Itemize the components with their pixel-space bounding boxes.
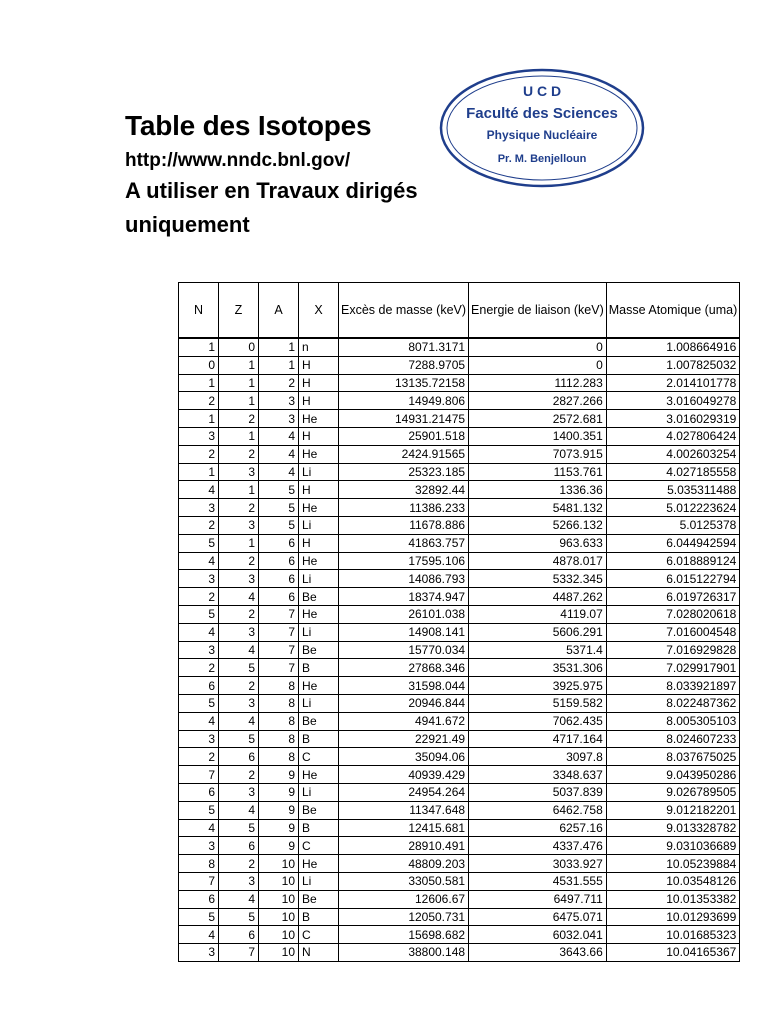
- cell-mass-excess: 15770.034: [339, 641, 469, 659]
- cell-a: 10: [259, 926, 299, 944]
- cell-a: 4: [259, 463, 299, 481]
- cell-x: Be: [299, 641, 339, 659]
- table-row: [179, 712, 740, 730]
- cell-n: 4: [179, 623, 219, 641]
- cell-atomic-mass: 10.01293699: [606, 908, 740, 926]
- cell-z: 1: [219, 356, 259, 374]
- cell-a: 8: [259, 730, 299, 748]
- cell-atomic-mass: 8.024607233: [606, 730, 740, 748]
- cell-atomic-mass: 6.015122794: [606, 570, 740, 588]
- cell-z: 4: [219, 801, 259, 819]
- table-row: [179, 623, 740, 641]
- table-row: [179, 463, 740, 481]
- cell-atomic-mass: 2.014101778: [606, 374, 740, 392]
- cell-z: 1: [219, 427, 259, 445]
- cell-x: B: [299, 908, 339, 926]
- seal-text-faculty: Faculté des Sciences: [466, 105, 618, 122]
- cell-binding-energy: 2827.266: [469, 392, 607, 410]
- cell-x: He: [299, 445, 339, 463]
- cell-mass-excess: 15698.682: [339, 926, 469, 944]
- cell-x: H: [299, 374, 339, 392]
- table-row: [179, 908, 740, 926]
- cell-a: 9: [259, 801, 299, 819]
- source-url: http://www.nndc.bnl.gov/: [125, 150, 351, 171]
- cell-mass-excess: 22921.49: [339, 730, 469, 748]
- cell-mass-excess: 25323.185: [339, 463, 469, 481]
- cell-mass-excess: 7288.9705: [339, 356, 469, 374]
- cell-n: 3: [179, 427, 219, 445]
- cell-x: He: [299, 499, 339, 517]
- cell-x: B: [299, 659, 339, 677]
- column-header-mass-excess: Excès de masse (keV): [339, 283, 469, 339]
- isotope-table: [178, 282, 740, 962]
- cell-binding-energy: 4487.262: [469, 588, 607, 606]
- cell-atomic-mass: 9.031036689: [606, 837, 740, 855]
- ucd-seal-logo: [438, 66, 646, 190]
- table-row: [179, 427, 740, 445]
- cell-n: 5: [179, 534, 219, 552]
- cell-z: 3: [219, 783, 259, 801]
- cell-mass-excess: 11347.648: [339, 801, 469, 819]
- cell-binding-energy: 4878.017: [469, 552, 607, 570]
- cell-atomic-mass: 10.01685323: [606, 926, 740, 944]
- cell-binding-energy: 4119.07: [469, 605, 607, 623]
- cell-a: 6: [259, 570, 299, 588]
- table-row: [179, 944, 740, 962]
- cell-n: 4: [179, 926, 219, 944]
- column-header-atomic-mass: Masse Atomique (uma): [606, 283, 740, 339]
- cell-atomic-mass: 8.033921897: [606, 677, 740, 695]
- cell-atomic-mass: 4.002603254: [606, 445, 740, 463]
- cell-n: 3: [179, 641, 219, 659]
- cell-mass-excess: 40939.429: [339, 766, 469, 784]
- cell-mass-excess: 38800.148: [339, 944, 469, 962]
- cell-a: 5: [259, 499, 299, 517]
- cell-mass-excess: 20946.844: [339, 694, 469, 712]
- cell-mass-excess: 12415.681: [339, 819, 469, 837]
- cell-a: 7: [259, 659, 299, 677]
- cell-mass-excess: 25901.518: [339, 427, 469, 445]
- cell-binding-energy: 3348.637: [469, 766, 607, 784]
- table-row: [179, 926, 740, 944]
- cell-binding-energy: 0: [469, 338, 607, 356]
- cell-binding-energy: 6497.711: [469, 890, 607, 908]
- table-row: [179, 801, 740, 819]
- cell-mass-excess: 11678.886: [339, 516, 469, 534]
- cell-a: 10: [259, 890, 299, 908]
- cell-z: 2: [219, 499, 259, 517]
- cell-a: 9: [259, 783, 299, 801]
- table-row: [179, 570, 740, 588]
- cell-atomic-mass: 7.016004548: [606, 623, 740, 641]
- cell-a: 9: [259, 766, 299, 784]
- cell-atomic-mass: 4.027806424: [606, 427, 740, 445]
- cell-atomic-mass: 8.005305103: [606, 712, 740, 730]
- cell-atomic-mass: 9.026789505: [606, 783, 740, 801]
- cell-z: 2: [219, 677, 259, 695]
- cell-mass-excess: 4941.672: [339, 712, 469, 730]
- cell-a: 3: [259, 392, 299, 410]
- cell-n: 3: [179, 837, 219, 855]
- cell-mass-excess: 12606.67: [339, 890, 469, 908]
- cell-a: 7: [259, 605, 299, 623]
- table-row: [179, 748, 740, 766]
- cell-mass-excess: 24954.264: [339, 783, 469, 801]
- cell-n: 1: [179, 463, 219, 481]
- cell-n: 2: [179, 516, 219, 534]
- table-row: [179, 855, 740, 873]
- cell-a: 8: [259, 748, 299, 766]
- page-title: Table des Isotopes: [125, 110, 372, 141]
- table-row: [179, 356, 740, 374]
- cell-mass-excess: 14908.141: [339, 623, 469, 641]
- cell-n: 5: [179, 908, 219, 926]
- cell-atomic-mass: 1.007825032: [606, 356, 740, 374]
- cell-z: 4: [219, 890, 259, 908]
- cell-z: 3: [219, 623, 259, 641]
- cell-mass-excess: 31598.044: [339, 677, 469, 695]
- cell-binding-energy: 1336.36: [469, 481, 607, 499]
- cell-mass-excess: 11386.233: [339, 499, 469, 517]
- cell-n: 3: [179, 944, 219, 962]
- cell-atomic-mass: 3.016029319: [606, 410, 740, 428]
- cell-x: Li: [299, 623, 339, 641]
- cell-a: 5: [259, 516, 299, 534]
- seal-text-department: Physique Nucléaire: [486, 128, 598, 142]
- cell-binding-energy: 5037.839: [469, 783, 607, 801]
- cell-mass-excess: 14086.793: [339, 570, 469, 588]
- cell-binding-energy: 4337.476: [469, 837, 607, 855]
- cell-n: 5: [179, 801, 219, 819]
- cell-a: 9: [259, 819, 299, 837]
- cell-mass-excess: 48809.203: [339, 855, 469, 873]
- cell-z: 1: [219, 534, 259, 552]
- cell-atomic-mass: 10.01353382: [606, 890, 740, 908]
- cell-x: He: [299, 410, 339, 428]
- table-header-row: [179, 283, 740, 339]
- table-row: [179, 659, 740, 677]
- cell-z: 4: [219, 712, 259, 730]
- cell-z: 5: [219, 819, 259, 837]
- column-header-binding-energy: Energie de liaison (keV): [469, 283, 607, 339]
- cell-atomic-mass: 9.012182201: [606, 801, 740, 819]
- cell-mass-excess: 2424.91565: [339, 445, 469, 463]
- table-row: [179, 819, 740, 837]
- cell-n: 5: [179, 605, 219, 623]
- cell-x: He: [299, 855, 339, 873]
- cell-a: 10: [259, 944, 299, 962]
- usage-note: A utiliser en Travaux dirigés uniquement: [125, 178, 418, 237]
- table-row: [179, 499, 740, 517]
- cell-x: Li: [299, 516, 339, 534]
- cell-atomic-mass: 10.03548126: [606, 872, 740, 890]
- table-row: [179, 783, 740, 801]
- cell-n: 7: [179, 872, 219, 890]
- cell-atomic-mass: 10.04165367: [606, 944, 740, 962]
- cell-a: 10: [259, 908, 299, 926]
- table-row: [179, 516, 740, 534]
- cell-binding-energy: 6257.16: [469, 819, 607, 837]
- column-header-x: X: [299, 283, 339, 339]
- cell-n: 1: [179, 410, 219, 428]
- cell-binding-energy: 1400.351: [469, 427, 607, 445]
- cell-z: 3: [219, 872, 259, 890]
- table-row: [179, 410, 740, 428]
- cell-x: He: [299, 766, 339, 784]
- cell-n: 6: [179, 890, 219, 908]
- cell-x: Li: [299, 694, 339, 712]
- cell-a: 1: [259, 356, 299, 374]
- cell-x: Li: [299, 872, 339, 890]
- cell-z: 3: [219, 570, 259, 588]
- seal-text-ucd: U C D: [522, 83, 562, 99]
- cell-atomic-mass: 1.008664916: [606, 338, 740, 356]
- cell-x: Li: [299, 783, 339, 801]
- cell-z: 1: [219, 374, 259, 392]
- cell-mass-excess: 41863.757: [339, 534, 469, 552]
- cell-x: He: [299, 677, 339, 695]
- cell-x: H: [299, 427, 339, 445]
- cell-mass-excess: 14931.21475: [339, 410, 469, 428]
- cell-a: 1: [259, 338, 299, 356]
- cell-atomic-mass: 9.043950286: [606, 766, 740, 784]
- cell-z: 2: [219, 855, 259, 873]
- column-header-z: Z: [219, 283, 259, 339]
- cell-n: 2: [179, 659, 219, 677]
- cell-z: 1: [219, 392, 259, 410]
- table-row: [179, 481, 740, 499]
- cell-x: Li: [299, 570, 339, 588]
- cell-a: 7: [259, 623, 299, 641]
- cell-mass-excess: 27868.346: [339, 659, 469, 677]
- cell-n: 1: [179, 338, 219, 356]
- cell-a: 9: [259, 837, 299, 855]
- cell-binding-energy: 3097.8: [469, 748, 607, 766]
- cell-a: 6: [259, 534, 299, 552]
- cell-z: 0: [219, 338, 259, 356]
- cell-a: 10: [259, 855, 299, 873]
- cell-a: 3: [259, 410, 299, 428]
- cell-z: 2: [219, 605, 259, 623]
- cell-n: 2: [179, 748, 219, 766]
- cell-a: 8: [259, 694, 299, 712]
- table-row: [179, 677, 740, 695]
- cell-atomic-mass: 5.012223624: [606, 499, 740, 517]
- cell-z: 3: [219, 694, 259, 712]
- cell-atomic-mass: 5.035311488: [606, 481, 740, 499]
- cell-binding-energy: 5371.4: [469, 641, 607, 659]
- cell-n: 2: [179, 588, 219, 606]
- cell-binding-energy: 6475.071: [469, 908, 607, 926]
- cell-mass-excess: 32892.44: [339, 481, 469, 499]
- cell-n: 4: [179, 552, 219, 570]
- cell-binding-energy: 7073.915: [469, 445, 607, 463]
- cell-z: 1: [219, 481, 259, 499]
- cell-n: 6: [179, 783, 219, 801]
- column-header-n: N: [179, 283, 219, 339]
- cell-a: 7: [259, 641, 299, 659]
- cell-binding-energy: 5332.345: [469, 570, 607, 588]
- cell-x: H: [299, 534, 339, 552]
- cell-x: H: [299, 481, 339, 499]
- cell-mass-excess: 26101.038: [339, 605, 469, 623]
- cell-x: N: [299, 944, 339, 962]
- cell-atomic-mass: 8.022487362: [606, 694, 740, 712]
- cell-binding-energy: 5606.291: [469, 623, 607, 641]
- cell-z: 4: [219, 588, 259, 606]
- cell-binding-energy: 5481.132: [469, 499, 607, 517]
- cell-mass-excess: 28910.491: [339, 837, 469, 855]
- cell-x: Be: [299, 890, 339, 908]
- seal-text-professor: Pr. M. Benjelloun: [497, 153, 587, 165]
- cell-atomic-mass: 9.013328782: [606, 819, 740, 837]
- cell-binding-energy: 3531.306: [469, 659, 607, 677]
- cell-z: 6: [219, 837, 259, 855]
- cell-atomic-mass: 10.05239884: [606, 855, 740, 873]
- cell-x: He: [299, 605, 339, 623]
- cell-n: 3: [179, 499, 219, 517]
- cell-z: 5: [219, 730, 259, 748]
- cell-z: 3: [219, 463, 259, 481]
- table-row: [179, 338, 740, 356]
- cell-binding-energy: 3925.975: [469, 677, 607, 695]
- cell-atomic-mass: 7.028020618: [606, 605, 740, 623]
- cell-binding-energy: 963.633: [469, 534, 607, 552]
- cell-atomic-mass: 5.0125378: [606, 516, 740, 534]
- cell-binding-energy: 1153.761: [469, 463, 607, 481]
- cell-z: 2: [219, 445, 259, 463]
- cell-binding-energy: 5159.582: [469, 694, 607, 712]
- cell-mass-excess: 13135.72158: [339, 374, 469, 392]
- cell-n: 4: [179, 819, 219, 837]
- table-row: [179, 588, 740, 606]
- cell-atomic-mass: 3.016049278: [606, 392, 740, 410]
- cell-mass-excess: 18374.947: [339, 588, 469, 606]
- cell-n: 4: [179, 481, 219, 499]
- cell-n: 1: [179, 374, 219, 392]
- cell-mass-excess: 8071.3171: [339, 338, 469, 356]
- cell-binding-energy: 6032.041: [469, 926, 607, 944]
- cell-mass-excess: 14949.806: [339, 392, 469, 410]
- cell-atomic-mass: 6.018889124: [606, 552, 740, 570]
- table-row: [179, 890, 740, 908]
- cell-a: 10: [259, 872, 299, 890]
- table-row: [179, 694, 740, 712]
- cell-atomic-mass: 7.016929828: [606, 641, 740, 659]
- cell-mass-excess: 17595.106: [339, 552, 469, 570]
- cell-mass-excess: 35094.06: [339, 748, 469, 766]
- cell-atomic-mass: 8.037675025: [606, 748, 740, 766]
- cell-x: C: [299, 837, 339, 855]
- cell-binding-energy: 0: [469, 356, 607, 374]
- cell-a: 6: [259, 552, 299, 570]
- table-row: [179, 872, 740, 890]
- cell-n: 3: [179, 730, 219, 748]
- column-header-a: A: [259, 283, 299, 339]
- table-row: [179, 730, 740, 748]
- cell-z: 7: [219, 944, 259, 962]
- cell-x: B: [299, 730, 339, 748]
- cell-x: Li: [299, 463, 339, 481]
- cell-z: 6: [219, 748, 259, 766]
- cell-binding-energy: 3033.927: [469, 855, 607, 873]
- cell-binding-energy: 4717.164: [469, 730, 607, 748]
- cell-a: 8: [259, 712, 299, 730]
- cell-x: C: [299, 926, 339, 944]
- cell-a: 8: [259, 677, 299, 695]
- table-row: [179, 837, 740, 855]
- table-row: [179, 641, 740, 659]
- cell-n: 0: [179, 356, 219, 374]
- cell-a: 2: [259, 374, 299, 392]
- cell-n: 3: [179, 570, 219, 588]
- cell-atomic-mass: 7.029917901: [606, 659, 740, 677]
- cell-mass-excess: 12050.731: [339, 908, 469, 926]
- cell-x: Be: [299, 712, 339, 730]
- cell-a: 5: [259, 481, 299, 499]
- cell-n: 4: [179, 712, 219, 730]
- cell-binding-energy: 5266.132: [469, 516, 607, 534]
- cell-mass-excess: 33050.581: [339, 872, 469, 890]
- table-row: [179, 392, 740, 410]
- cell-z: 4: [219, 641, 259, 659]
- cell-z: 2: [219, 766, 259, 784]
- cell-atomic-mass: 4.027185558: [606, 463, 740, 481]
- cell-x: Be: [299, 801, 339, 819]
- table-row: [179, 445, 740, 463]
- cell-z: 2: [219, 552, 259, 570]
- cell-z: 2: [219, 410, 259, 428]
- cell-x: Be: [299, 588, 339, 606]
- cell-z: 6: [219, 926, 259, 944]
- cell-binding-energy: 3643.66: [469, 944, 607, 962]
- table-row: [179, 605, 740, 623]
- table-row: [179, 766, 740, 784]
- cell-n: 5: [179, 694, 219, 712]
- table-row: [179, 374, 740, 392]
- cell-z: 3: [219, 516, 259, 534]
- cell-n: 2: [179, 445, 219, 463]
- cell-x: H: [299, 356, 339, 374]
- cell-x: n: [299, 338, 339, 356]
- table-row: [179, 552, 740, 570]
- cell-binding-energy: 7062.435: [469, 712, 607, 730]
- cell-n: 6: [179, 677, 219, 695]
- cell-z: 5: [219, 908, 259, 926]
- table-row: [179, 534, 740, 552]
- cell-x: B: [299, 819, 339, 837]
- cell-a: 4: [259, 427, 299, 445]
- cell-n: 8: [179, 855, 219, 873]
- cell-n: 2: [179, 392, 219, 410]
- cell-binding-energy: 6462.758: [469, 801, 607, 819]
- cell-a: 6: [259, 588, 299, 606]
- cell-a: 4: [259, 445, 299, 463]
- cell-z: 5: [219, 659, 259, 677]
- cell-x: H: [299, 392, 339, 410]
- cell-atomic-mass: 6.044942594: [606, 534, 740, 552]
- cell-n: 7: [179, 766, 219, 784]
- cell-x: He: [299, 552, 339, 570]
- cell-x: C: [299, 748, 339, 766]
- cell-binding-energy: 4531.555: [469, 872, 607, 890]
- cell-binding-energy: 1112.283: [469, 374, 607, 392]
- cell-binding-energy: 2572.681: [469, 410, 607, 428]
- cell-atomic-mass: 6.019726317: [606, 588, 740, 606]
